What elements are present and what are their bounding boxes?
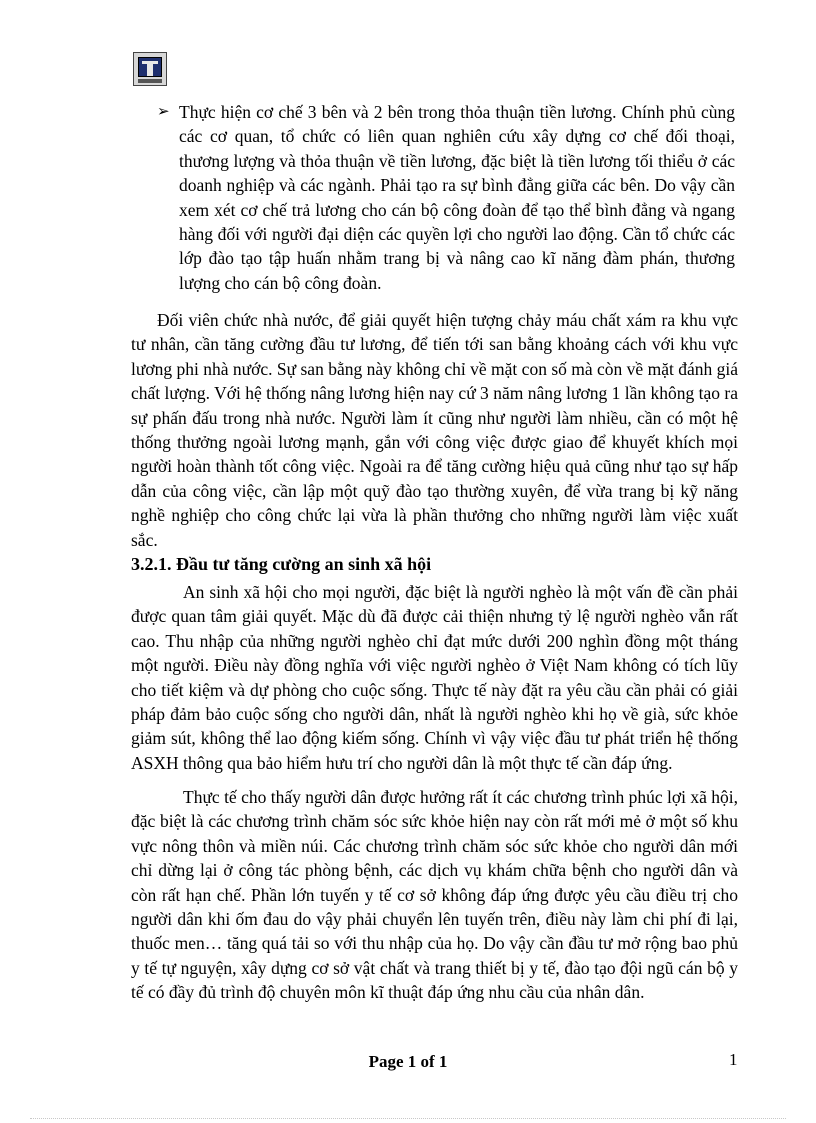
body-paragraph-2: An sinh xã hội cho mọi người, đặc biệt là người nghèo là một vấn đề cần phải được quan tâm giải quyết. Mặc dù đã được cải thiện nhưng tỷ lệ người nghèo vẫn rất cao. Thu nhập của những người nghèo chỉ đạt mức dưới 200 nghìn đồng một tháng một người. Điều này đồng nghĩa với việc người nghèo ở Việt Nam không có tích lũy cho tiết kiệm và dự phòng cho cuộc sống. Thực tế này đặt ra yêu cầu cần phải có giải pháp đảm bảo cuộc sống cho người dân, nhất là người nghèo khi họ về già, sức khỏe giảm sút, không thể lao động kiếm sống. Chính vì vậy việc đầu tư phát triển hệ thống ASXH thông qua bảo hiểm hưu trí cho người dân là một thực tế cần đáp ứng. [131,582,738,773]
page-bottom-divider [30,1118,786,1119]
body-paragraph-3: Thực tế cho thấy người dân được hưởng rất ít các chương trình phúc lợi xã hội, đặc biệt là các chương trình chăm sóc sức khỏe hiện nay còn rất mới mẻ ở một số khu vực nông thôn và miền núi. Các chương trình chăm sóc sức khỏe cho người dân mới chỉ dừng lại ở công tác phòng bệnh, các dịch vụ khám chữa bệnh cho người dân và còn rất hạn chế. Phần lớn tuyến y tế cơ sở không đáp ứng được yêu cầu điều trị cho người dân khi ốm đau do vậy phải chuyển lên tuyến trên, điều này làm chi phí đi lại, thuốc men… tăng quá tải so với thu nhập của họ. Do vậy cần đầu tư mở rộng bao phủ y tế tự nguyện, xây dựng cơ sở vật chất và trang thiết bị y tế, đào tạo đội ngũ cán bộ y tế có đầy đủ trình độ chuyên môn kĩ thuật đáp ứng nhu cầu của nhân dân. [131,787,738,1003]
page-footer: Page 1 of 1 [368,1052,448,1071]
body-paragraph-1: Đối viên chức nhà nước, để giải quyết hiện tượng chảy máu chất xám ra khu vực tư nhân, cần tăng cường đầu tư lương, để tiến tới san bằng khoảng cách với khu vực lương phi nhà nước. Sự san bằng này không chỉ về mặt con số mà còn về mặt đánh giá chất lượng. Với hệ thống nâng lương hiện nay cứ 3 năm nâng lương 1 lần không tạo ra sự phấn đấu trong nhà nước. Người làm ít cũng như người làm nhiều, cần có một hệ thống thưởng ngoài lương mạnh, gắn với công việc được giao để khuyết khích mọi người hoàn thành tốt công việc. Ngoài ra để tăng cường hiệu quả cũng như tạo sự hấp dẫn của công việc, cần lập một quỹ đào tạo thường xuyên, để vừa trang bị kỹ năng nghề nghiệp cho công chức lại vừa là phần thưởng cho những người làm việc xuất sắc. [131,310,738,550]
section-heading: 3.2.1. Đầu tư tăng cường an sinh xã hội [131,554,432,574]
bullet-arrow-icon: ➢ [157,104,170,120]
bullet-paragraph: Thực hiện cơ chế 3 bên và 2 bên trong thỏa thuận tiền lương. Chính phủ cùng các cơ quan, tổ chức có liên quan nghiên cứu xây dựng cơ chế đối thoại, thương lượng và thỏa thuận về tiền lương, đặc biệt là tiền lương tối thiểu ở các doanh nghiệp và các ngành. Phải tạo ra sự bình đẳng giữa các bên. Do vậy cần xem xét cơ chế trả lương cho cán bộ công đoàn để tạo thể bình đẳng và ngang hàng đối với người đại diện các quyền lợi cho người lao động. Cần tổ chức các lớp đào tạo tập huấn nhằm trang bị và nâng cao kĩ năng đàm phán, thương lượng cho cán bộ công đoàn. [179,102,735,293]
page-number: 1 [729,1050,738,1069]
building-logo-icon [133,52,167,86]
